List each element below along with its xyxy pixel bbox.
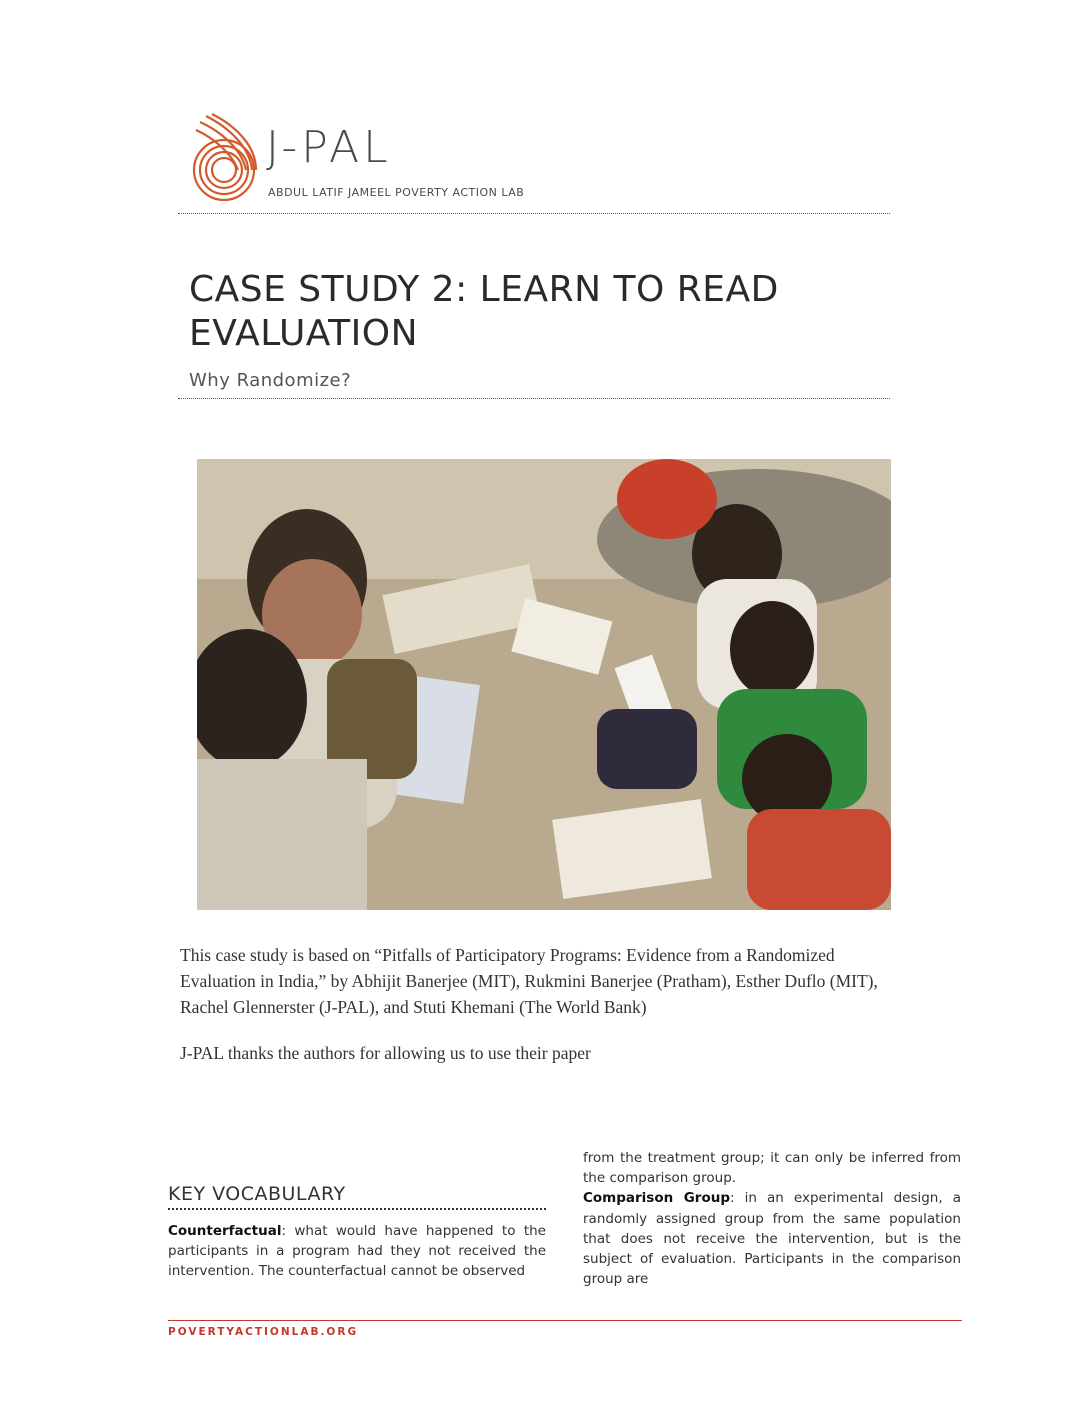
vocabulary-column-right (583, 1148, 961, 1289)
page-title: CASE STUDY 2: LEARN TO READ EVALUATION (189, 269, 779, 354)
definition-counterfactual: : what would have happened to the participants in a program had they not received the intervention. The counterfactual cannot be observed (168, 1223, 546, 1280)
vocabulary-divider (168, 1208, 546, 1210)
footer-divider (168, 1320, 962, 1321)
header-divider (178, 213, 890, 214)
term-counterfactual: Counterfactual (168, 1223, 282, 1239)
logo-wordmark: J-PAL (266, 122, 392, 173)
credit-paragraph: This case study is based on “Pitfalls of Participatory Programs: Evidence from a Randomized Evaluation in India,” by Abhijit Banerjee (MIT), Rukmini Banerjee (Pratham), Esther Duflo (MIT), Rachel Glennerster (J-PAL), and Stuti Khemani (The World Bank) (180, 945, 878, 1017)
definition-counterfactual-continued: from the treatment group; it can only be inferred from the comparison group. (583, 1150, 961, 1187)
key-vocabulary-heading: KEY VOCABULARY (168, 1183, 346, 1205)
title-divider (178, 398, 890, 399)
term-comparison-group: Comparison Group (583, 1190, 731, 1207)
logo-subtitle: ABDUL LATIF JAMEEL POVERTY ACTION LAB (268, 186, 525, 199)
thanks-paragraph: J-PAL thanks the authors for allowing us to use their paper (180, 1043, 591, 1063)
jpal-swirl-icon (186, 108, 266, 204)
jpal-logo (186, 108, 525, 208)
source-credit (180, 942, 890, 1086)
page-subtitle: Why Randomize? (189, 370, 352, 391)
vocabulary-column-left (168, 1221, 546, 1282)
footer-url[interactable]: POVERTYACTIONLAB.ORG (168, 1326, 359, 1338)
definition-comparison-group: : in an experimental design, a randomly assigned group from the same population that does not receive the intervention, but is the subject of evaluation. Participants in the comparison group are (583, 1190, 961, 1288)
cover-photo (197, 459, 891, 910)
